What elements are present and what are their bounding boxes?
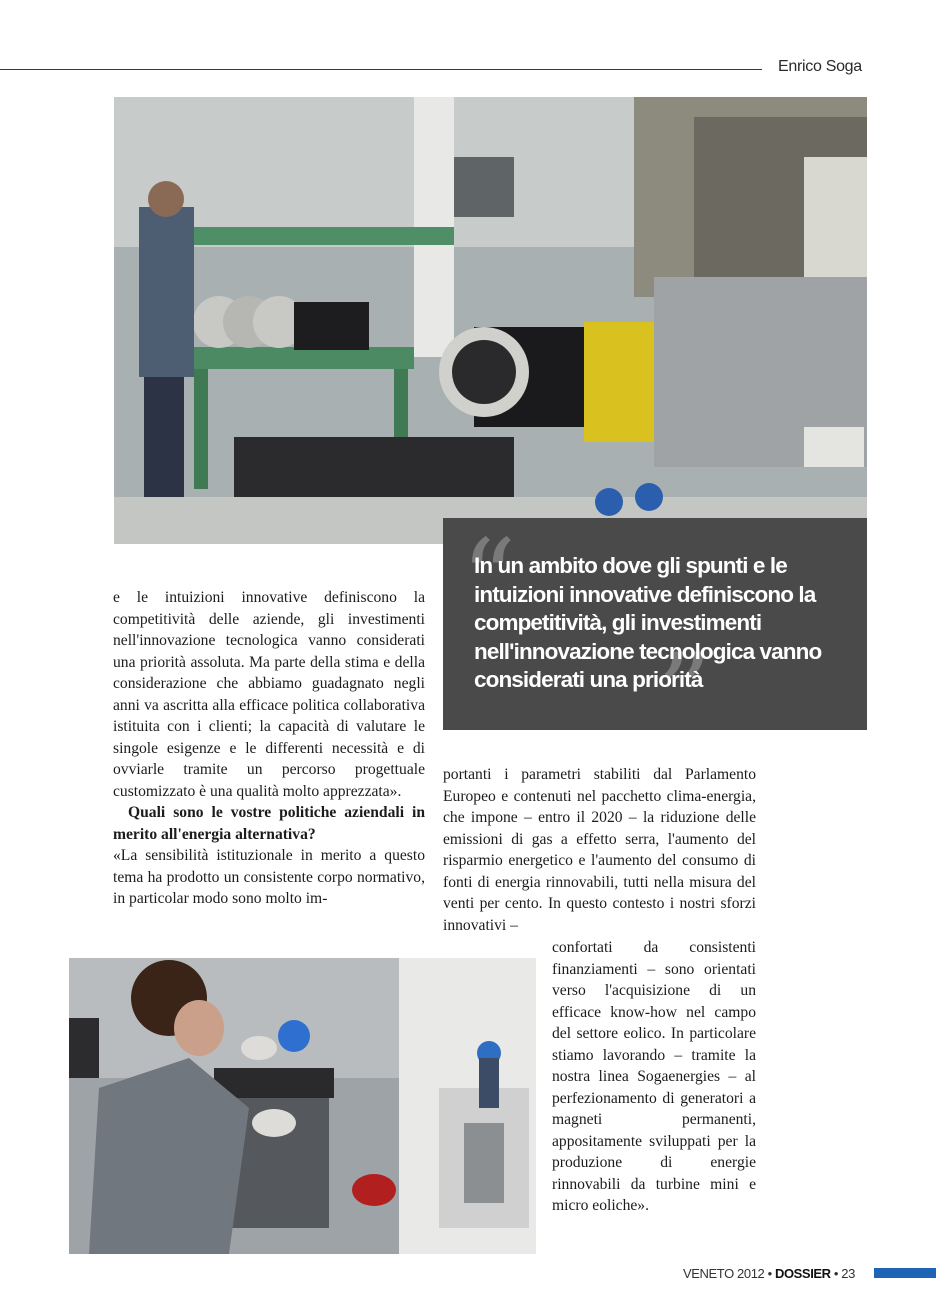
article-paragraph: portanti i parametri stabiliti dal Parlamento Europeo e contenuti nel pacchetto clima-energia, che impone – entro il 2020 – la riduzione delle emissioni di gas a effetto serra, l'aumento del risparmio energetico e l'aumento del consumo di fonti di energia rinnovabili, tutti nella misura del venti per cento. In questo contesto i nostri sforzi innovativi – xyxy=(443,766,756,934)
header-rule xyxy=(0,69,762,70)
worker-photo xyxy=(69,958,536,1254)
article-paragraph: «La sensibilità istituzionale in merito a questo tema ha prodotto un consistente corpo normativo, in particolar modo sono molto im- xyxy=(113,847,425,907)
interview-question: Quali sono le vostre politiche aziendali in merito all'energia alternativa? xyxy=(113,804,425,843)
footer-accent-bar xyxy=(874,1268,936,1278)
quote-close-mark: ” xyxy=(657,631,713,756)
footer-region: VENETO 2012 xyxy=(683,1266,765,1281)
article-right-column xyxy=(552,937,756,1217)
page-number: 23 xyxy=(841,1266,855,1281)
quote-open-mark: “ xyxy=(461,517,517,642)
page-footer xyxy=(683,1266,855,1281)
pull-quote-text: In un ambito dove gli spunti e le intuizioni innovative definiscono la competitività, gli investimenti nell'innovazione tecnologica vanno considerati una priorità xyxy=(474,553,822,692)
article-left-column xyxy=(113,587,425,910)
article-paragraph: confortati da consistenti finanziamenti – sono orientati verso l'acquisizione di un efficace know-how nel campo del settore eolico. In particolare stiamo lavorando – tramite la nostra linea Sogaenergies – al perfezionamento di generatori a magneti permanenti, appositamente sviluppati per la produzione di energie rinnovabili da turbine mini e micro eoliche». xyxy=(552,939,756,1214)
footer-separator: • xyxy=(767,1266,772,1281)
footer-magazine: DOSSIER xyxy=(774,1266,831,1281)
article-paragraph: e le intuizioni innovative definiscono la competitività delle aziende, gli investimenti nell'innovazione tecnologica vanno considerati una priorità assoluta. Ma parte della stima e della considerazione che abbiamo guadagnato negli anni va ascritta alla efficace politica collaborativa istituita con i clienti; la capacità di valutare le singole esigenze e le differenti necessità e di ovviarle tramite un percorso progettuale customizzato è una qualità molto apprezzata». xyxy=(113,589,425,800)
article-middle-column xyxy=(443,764,756,936)
author-name: Enrico Soga xyxy=(778,58,862,75)
footer-separator: • xyxy=(833,1266,839,1281)
pull-quote-box xyxy=(443,517,867,756)
factory-photo xyxy=(114,97,867,544)
